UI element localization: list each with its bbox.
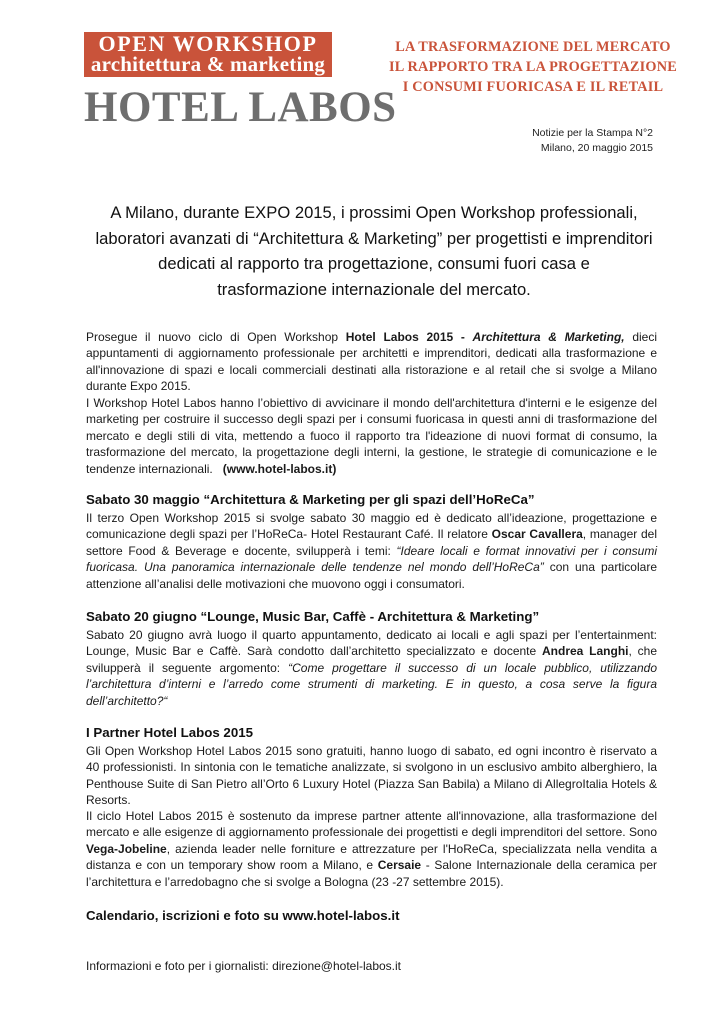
workshop-logo <box>84 32 332 77</box>
section-text: con una particolare attenzione all’analisi delle motivazioni che muovono oggi i consumatori. <box>86 560 657 591</box>
section-text: , azienda leader nelle forniture e attrezzature per l'HoReCa, specializzata nella vendita a distanza e con un temporary show room a Milano, e <box>86 841 657 873</box>
tagline-line: LA TRASFORMAZIONE DEL MERCATO <box>395 39 671 55</box>
intro-paragraph-2 <box>86 395 657 477</box>
headline-line: trasformazione internazionale del mercato. <box>217 279 531 299</box>
section-paragraph-20-giugno <box>86 627 657 709</box>
headline-line: A Milano, durante EXPO 2015, i prossimi Open Workshop professionali, <box>110 203 638 222</box>
talk-title: “Ideare locali e format innovativi per i consumi fuoricasa. Una panoramica internazionale delle tendenze nel mondo dell’HoReCa” <box>86 543 657 575</box>
hotel-labos-title: HOTEL LABOS <box>84 84 397 131</box>
partner-name: Cersaie <box>377 858 422 873</box>
press-note <box>532 126 653 156</box>
headline-line: laboratori avanzati di “Architettura & Marketing” per progettisti e imprenditori <box>95 228 653 248</box>
partner-name: Vega-Jobeline <box>86 841 167 856</box>
tagline-line: I CONSUMI FUORICASA E IL RETAIL <box>402 79 664 95</box>
section-text: , manager del settore Food & Beverage e docente, svilupperà i temi: <box>86 527 657 558</box>
section-text: Sabato 20 giugno avrà luogo il quarto appuntamento, dedicato ai locali e agli spazi per l’entertainment: Lounge, Music Bar e Caffè. Sarà condotto dall’architetto specializzato e docente <box>86 628 657 659</box>
section-text: , che svilupperà il seguente argomento: <box>86 644 658 675</box>
intro-paragraph <box>86 329 657 395</box>
tagline <box>378 37 688 97</box>
logo-subtitle: architettura & marketing <box>90 52 326 76</box>
speaker-name: Oscar Cavallera <box>491 527 583 542</box>
section-text: - Salone Internazionale della ceramica per l’architettura e l’arredobagno che si svolge a Bologna (23 -27 settembre 2015). <box>86 858 657 889</box>
section-title-partner: I Partner Hotel Labos 2015 <box>86 725 254 740</box>
intro-text: I Workshop Hotel Labos hanno l’obiettivo di avvicinare il mondo dell'architettura d'interni e le esigenze del marketing per costruire il successo degli spazi per i consumi fuoricasa in questi anni di trasformazione del mercato e degli stili di vita, mettendo a fuoco il rapporto tra l'ideazione di nuovi format di consumo, la trasformazione del mercato, la progettazione degli interni, la gestione, le strategie di comunicazione e le tendenze internazionali. <box>86 396 657 476</box>
section-title-30-maggio: Sabato 30 maggio “Architettura & Marketing per gli spazi dell’HoReCa” <box>86 492 535 507</box>
section-title-20-giugno: Sabato 20 giugno “Lounge, Music Bar, Caffè - Architettura & Marketing” <box>86 609 540 624</box>
tagline-line: IL RAPPORTO TRA LA PROGETTAZIONE <box>389 59 677 75</box>
headline-line: dedicati al rapporto tra progettazione, consumi fuori casa e <box>158 254 590 273</box>
press-note-date: Milano, 20 maggio 2015 <box>540 142 653 154</box>
intro-text: dieci appuntamenti di aggiornamento professionale per architetti e imprenditori, dedicati alla trasformazione e all'innovazione di spazi e locali commerciali destinati alla ristorazione e al retail che si svolge a Milano durante Expo 2015. <box>86 330 657 394</box>
intro-text: Prosegue il nuovo ciclo di Open Workshop <box>86 330 346 344</box>
intro-event-subtitle: Architettura & Marketing, <box>472 330 625 344</box>
headline <box>84 200 664 302</box>
website-link[interactable]: (www.hotel-labos.it) <box>222 461 337 476</box>
intro-event-name: Hotel Labos 2015 - <box>345 330 473 344</box>
section-paragraph-30-maggio <box>86 510 657 592</box>
talk-title: “Come progettare il successo di un locale pubblico, utilizzando l’architettura d’interni e l’arredo come strumenti di marketing. E in questo, a cosa serve la figura dell’architetto?“ <box>86 660 657 708</box>
partner-paragraph-2 <box>86 808 657 890</box>
section-text: Il terzo Open Workshop 2015 si svolge sabato 30 maggio ed è dedicato all’ideazione, progettazione e comunicazione degli spazi per l’HoReCa- Hotel Restaurant Café. Il relatore <box>86 511 657 542</box>
logo-title: OPEN WORKSHOP <box>98 31 318 56</box>
calendar-link[interactable]: Calendario, iscrizioni e foto su www.hotel-labos.it <box>86 908 400 923</box>
speaker-name: Andrea Langhi <box>542 644 629 659</box>
section-text: Il ciclo Hotel Labos 2015 è sostenuto da imprese partner attente all'innovazione, alla trasformazione del mercato e alle esigenze di aggiornamento professionale dei progettisti e degli imprenditori del settore. Sono <box>86 809 658 840</box>
press-contact: Informazioni e foto per i giornalisti: direzione@hotel-labos.it <box>86 959 402 973</box>
press-note-number: Notizie per la Stampa N°2 <box>532 127 653 139</box>
partner-paragraph-1: Gli Open Workshop Hotel Labos 2015 sono gratuiti, hanno luogo di sabato, ed ogni incontro è riservato a 40 professionisti. In sintonia con le tematiche analizzate, si svolgono in un esclusivo ambito alberghiero, la Penthouse Suite di San Pietro all’Orto 6 Luxury Hotel (Piazza San Babila) a Milano di AllegroItalia Hotels & Resorts. <box>86 744 657 808</box>
